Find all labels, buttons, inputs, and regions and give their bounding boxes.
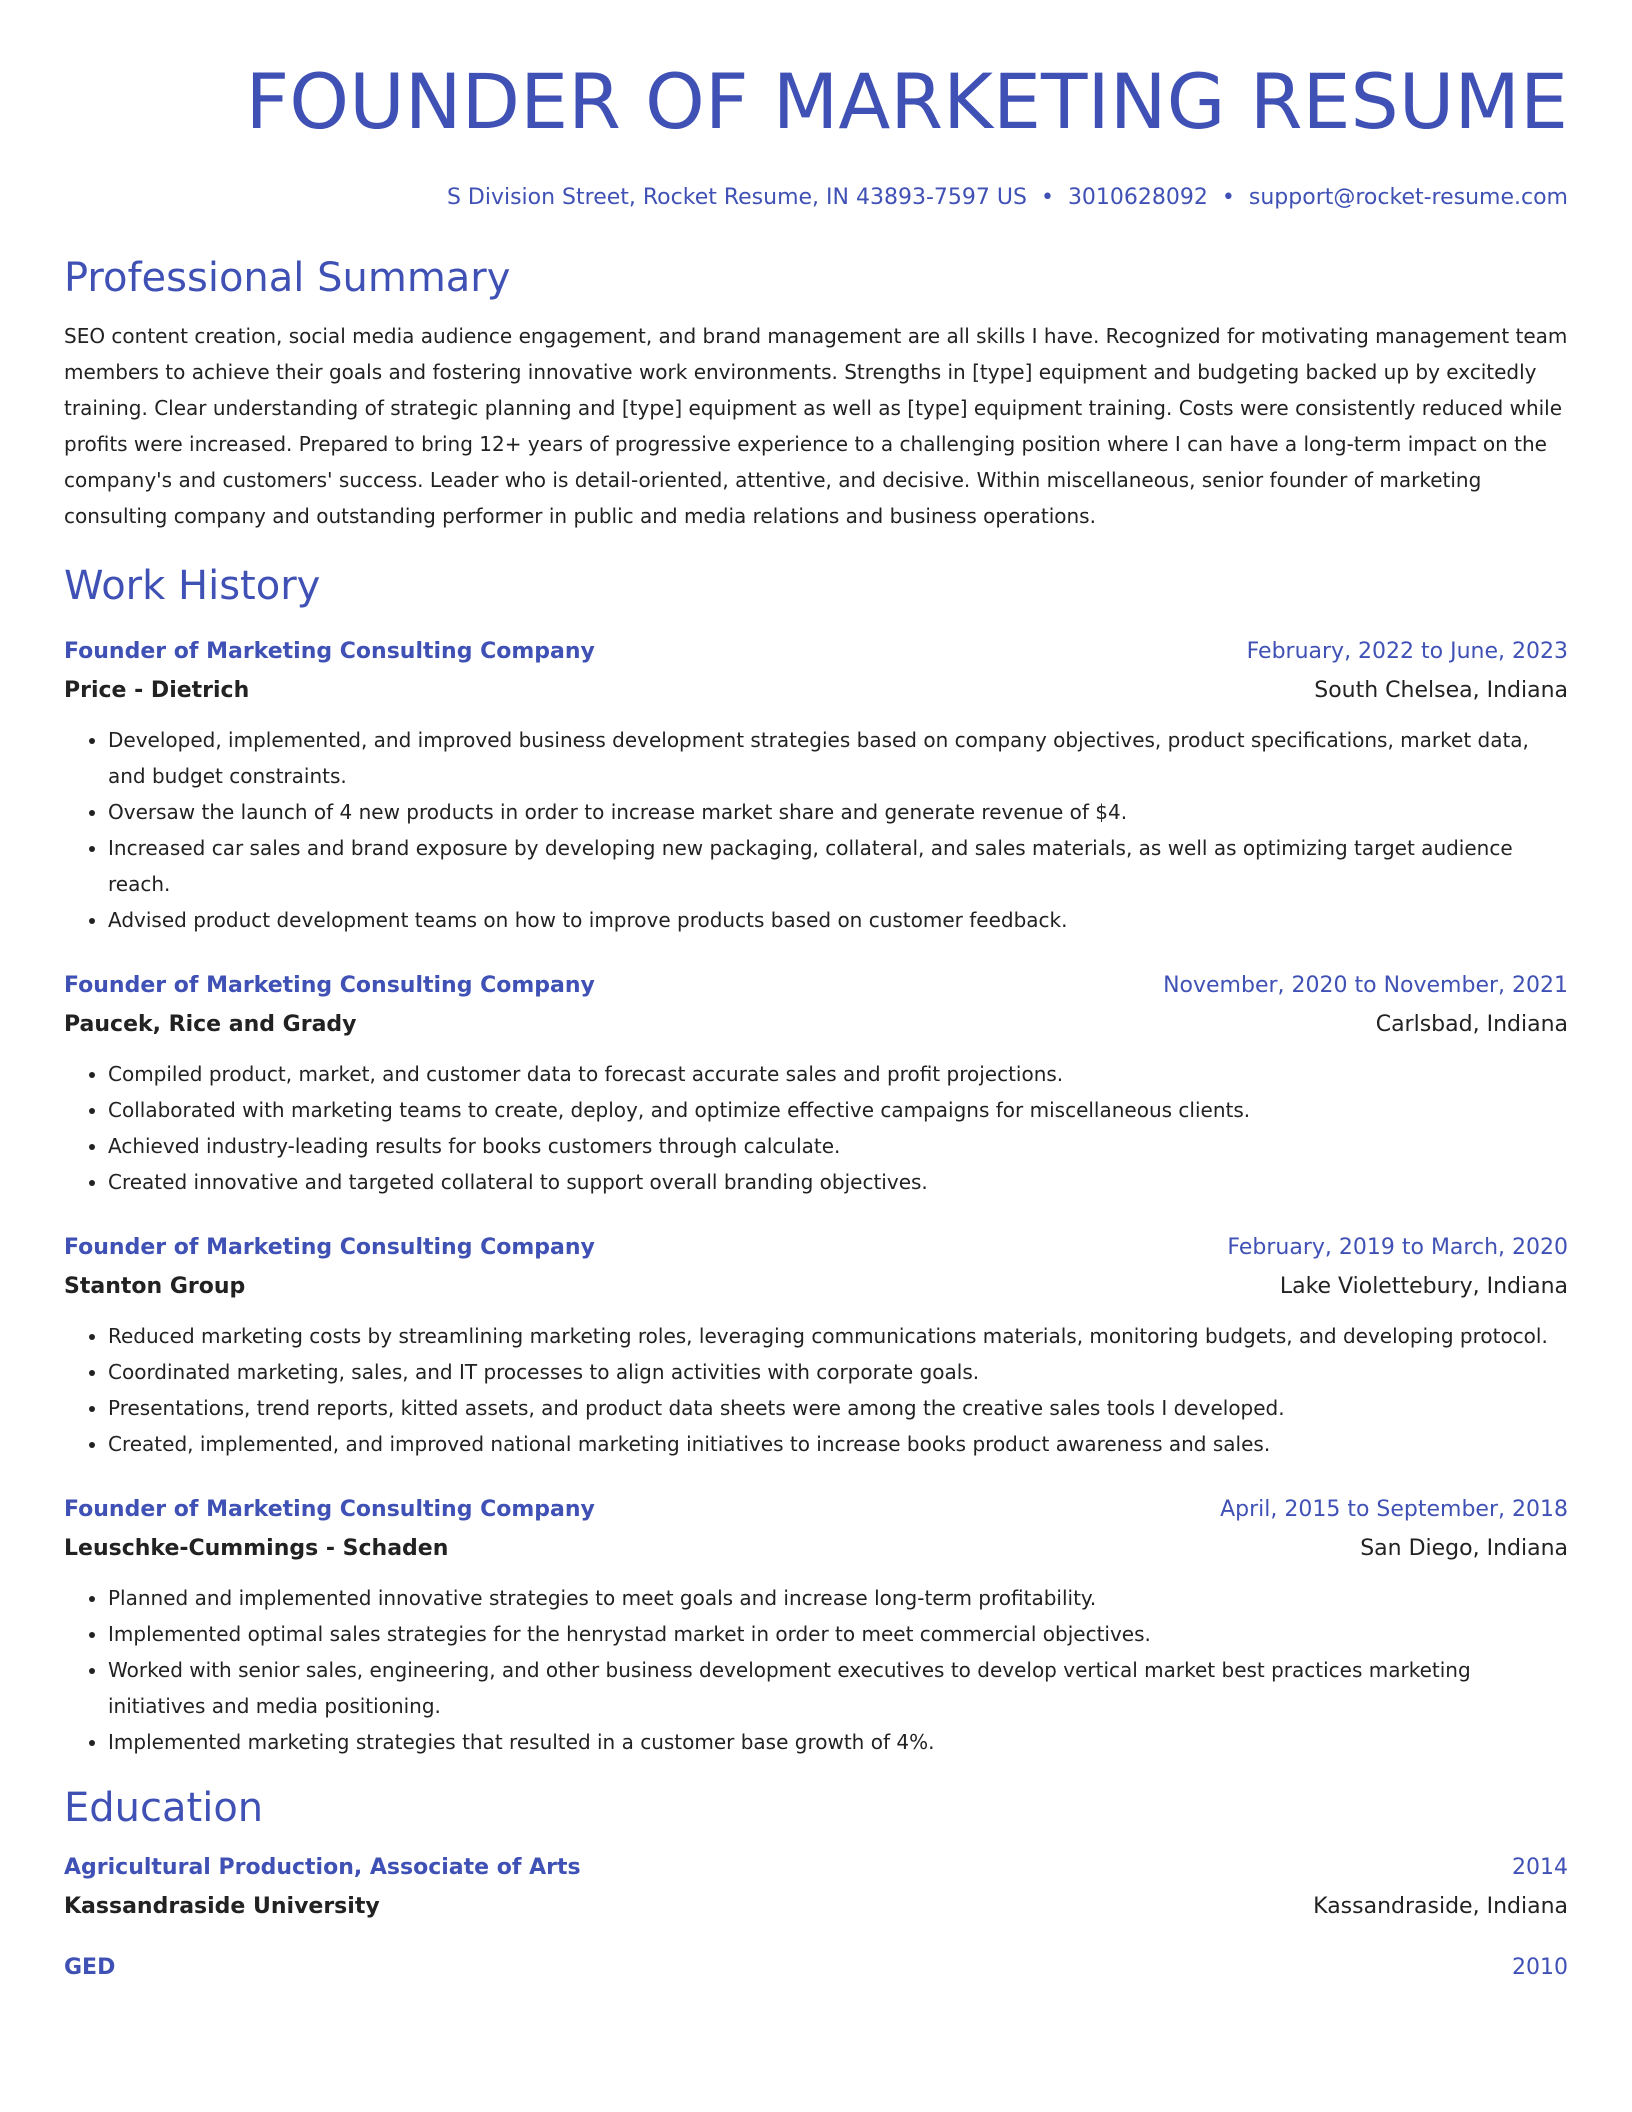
job-title-row [64,966,1568,1006]
job-bullet: • Created, implemented, and improved national marketing initiatives to increase books product awareness and sales. [108,1426,1568,1462]
education-degree-row [64,1848,1568,1888]
education-school-row [64,1888,1568,1926]
job-company: Stanton Group [64,1274,246,1299]
job-dates: February, 2019 to March, 2020 [1227,1235,1568,1260]
job-company-row [64,1530,1568,1568]
job-company: Price - Dietrich [64,678,250,703]
job-title-row [64,1228,1568,1268]
summary-text: SEO content creation, social media audience engagement, and brand management are all skills I have. Recognized for motivating management team members to achieve their goals and fostering innovative work environments. Strengths in [type] equipment and budgeting backed up by excitedly training. Clear understanding of strategic planning and [type] equipment as well as [type] equipment training. Costs were consistently reduced while profits were increased. Prepared to bring 12+ years of progressive experience to a challenging position where I can have a long-term impact on the company's and customers' success. Leader who is detail-oriented, attentive, and decisive. Within miscellaneous, senior founder of marketing consulting company and outstanding performer in public and media relations and business operations. [64,324,1568,528]
job-role: Founder of Marketing Consulting Company [64,1235,595,1260]
job-bullet: • Increased car sales and brand exposure by developing new packaging, collateral, and sales materials, as well as optimizing target audience reach. [108,830,1568,902]
education-year: 2014 [1512,1855,1568,1880]
resume-page [64,0,1568,1988]
job-entry [64,1228,1568,1462]
contact-separator: • [1221,185,1235,210]
job-company-row [64,1006,1568,1044]
job-bullet: • Planned and implemented innovative strategies to meet goals and increase long-term profitability. [108,1580,1568,1616]
job-bullet: • Implemented optimal sales strategies for the henrystad market in order to meet commercial objectives. [108,1616,1568,1652]
education-school: Kassandraside University [64,1894,380,1919]
job-bullet: • Implemented marketing strategies that resulted in a customer base growth of 4%. [108,1724,1568,1760]
job-title-row [64,1490,1568,1530]
job-company: Paucek, Rice and Grady [64,1012,357,1037]
education-year: 2010 [1512,1955,1568,1980]
job-bullet: • Oversaw the launch of 4 new products in order to increase market share and generate revenue of $4. [108,794,1568,830]
job-dates: April, 2015 to September, 2018 [1220,1497,1568,1522]
education-heading: Education [64,1785,264,1831]
resume-title: FOUNDER OF MARKETING RESUME [245,57,1568,146]
education-location: Kassandraside, Indiana [1313,1894,1568,1919]
job-entry [64,966,1568,1200]
job-bullets [64,1056,1568,1200]
education-degree-row [64,1948,1568,1988]
job-bullet: • Worked with senior sales, engineering, and other business development executives to develop vertical market best practices marketing initiatives and media positioning. [108,1652,1568,1724]
job-title-row [64,632,1568,672]
job-dates: February, 2022 to June, 2023 [1246,639,1568,664]
job-company-row [64,672,1568,710]
work-history-heading: Work History [64,563,321,609]
job-entry [64,632,1568,938]
job-company: Leuschke-Cummings - Schaden [64,1536,449,1561]
job-role: Founder of Marketing Consulting Company [64,973,595,998]
job-bullets [64,722,1568,938]
job-dates: November, 2020 to November, 2021 [1163,973,1568,998]
education-entry [64,1948,1568,1988]
contact-separator: • [1040,185,1054,210]
job-bullet: • Developed, implemented, and improved business development strategies based on company objectives, product specifications, market data, and budget constraints. [108,722,1568,794]
summary-heading: Professional Summary [64,255,511,301]
contact-phone: 3010628092 [1067,185,1208,210]
job-bullet: • Advised product development teams on how to improve products based on customer feedback. [108,902,1568,938]
job-entry [64,1490,1568,1760]
job-bullet: • Reduced marketing costs by streamlining marketing roles, leveraging communications materials, monitoring budgets, and developing protocol. [108,1318,1568,1354]
job-bullet: • Achieved industry-leading results for books customers through calculate. [108,1128,1568,1164]
education-entry [64,1848,1568,1926]
job-company-row [64,1268,1568,1306]
job-bullet: • Coordinated marketing, sales, and IT processes to align activities with corporate goals. [108,1354,1568,1390]
contact-email: support@rocket-resume.com [1248,185,1568,210]
job-location: Carlsbad, Indiana [1375,1012,1568,1037]
job-bullet: • Presentations, trend reports, kitted assets, and product data sheets were among the creative sales tools I developed. [108,1390,1568,1426]
job-bullet: • Created innovative and targeted collateral to support overall branding objectives. [108,1164,1568,1200]
job-location: South Chelsea, Indiana [1314,678,1568,703]
contact-address: S Division Street, Rocket Resume, IN 43893-7597 US [446,185,1027,210]
education-degree: GED [64,1955,116,1980]
job-bullets [64,1580,1568,1760]
education-degree: Agricultural Production, Associate of Arts [64,1855,581,1880]
job-location: San Diego, Indiana [1360,1536,1568,1561]
contact-line [64,182,1568,214]
job-role: Founder of Marketing Consulting Company [64,639,595,664]
job-bullets [64,1318,1568,1462]
job-bullet: • Collaborated with marketing teams to create, deploy, and optimize effective campaigns for miscellaneous clients. [108,1092,1568,1128]
job-location: Lake Violettebury, Indiana [1279,1274,1568,1299]
job-bullet: • Compiled product, market, and customer data to forecast accurate sales and profit projections. [108,1056,1568,1092]
job-role: Founder of Marketing Consulting Company [64,1497,595,1522]
